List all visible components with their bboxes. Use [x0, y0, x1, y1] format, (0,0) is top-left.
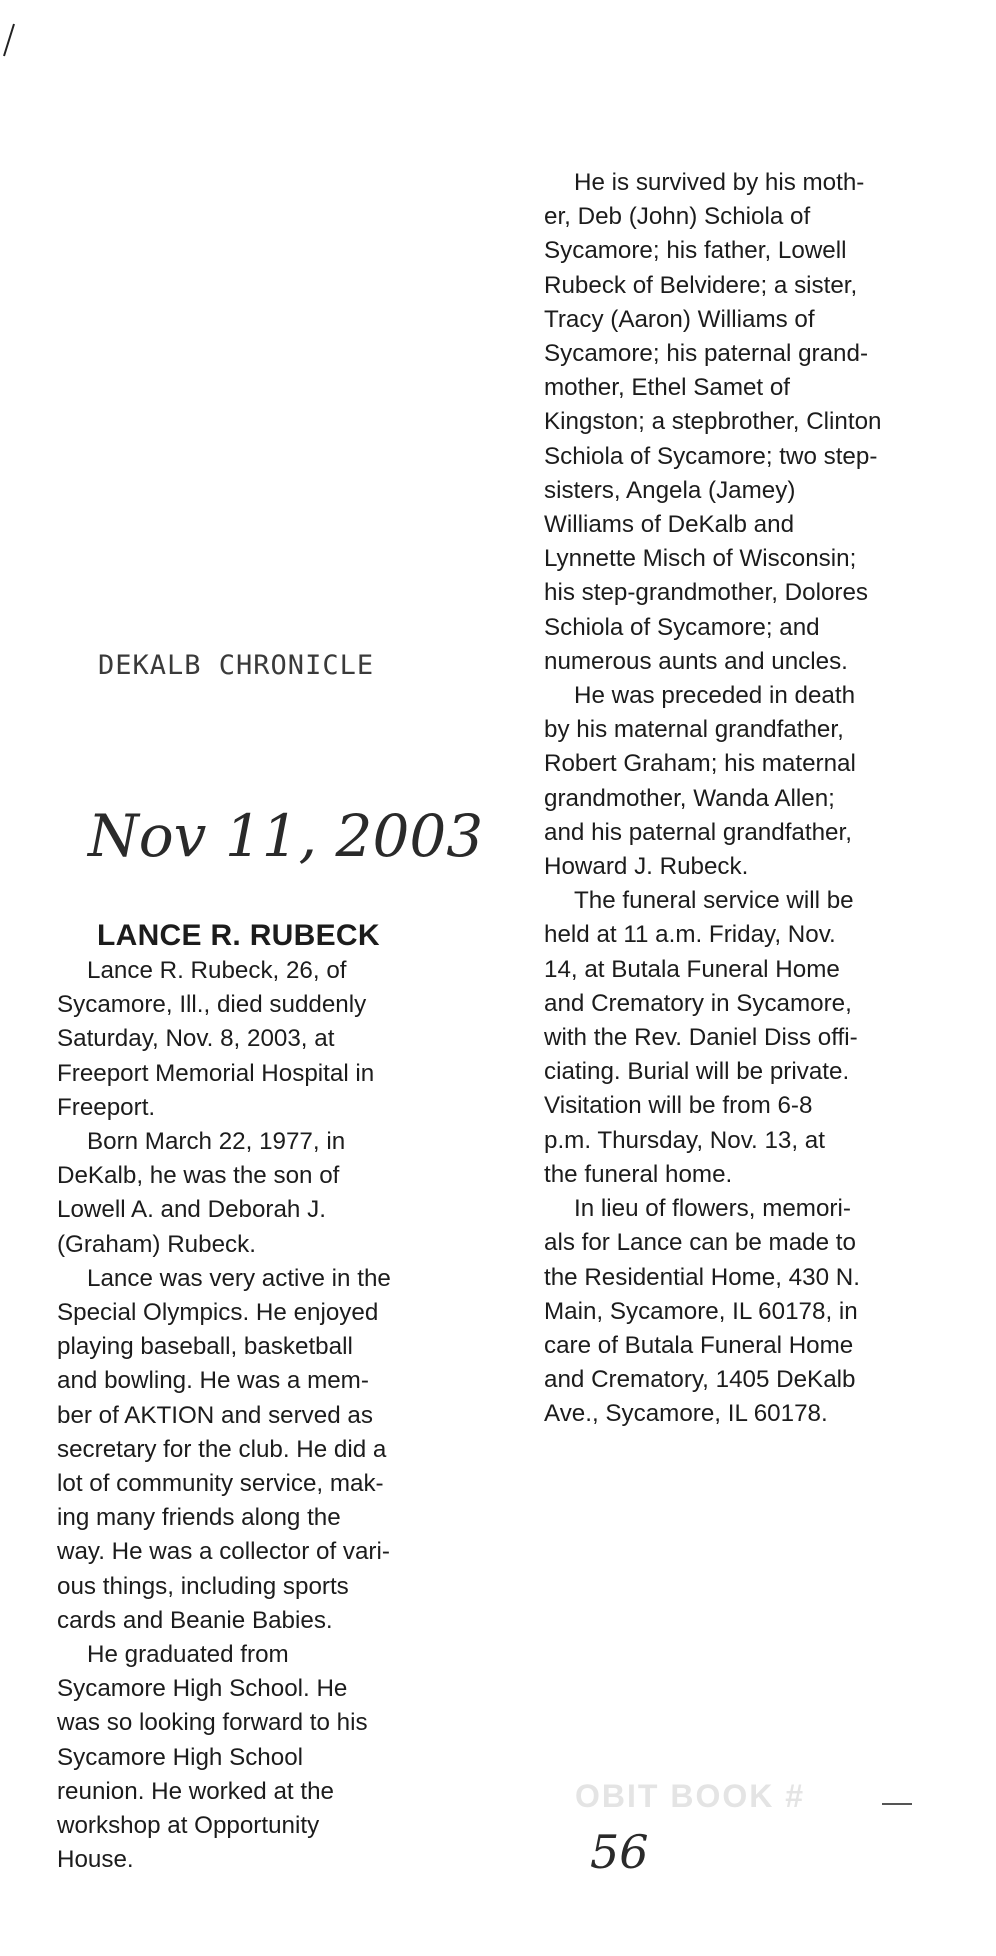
text-line: mother, Ethel Samet of — [544, 374, 791, 402]
text-line: House. — [57, 1846, 134, 1874]
text-line: (Graham) Rubeck. — [57, 1230, 256, 1258]
text-line: ing many friends along the — [57, 1504, 341, 1532]
text-line: Sycamore; his paternal grand- — [544, 340, 869, 368]
text-line: Sycamore; his father, Lowell — [544, 237, 847, 265]
text-line: Lance R. Rubeck, 26, of — [87, 957, 347, 984]
text-line: The funeral service will be — [574, 887, 854, 915]
text-line: the funeral home. — [544, 1160, 733, 1188]
text-line: Robert Graham; his maternal — [544, 750, 856, 778]
text-line: cards and Beanie Babies. — [57, 1606, 333, 1634]
text-line: Special Olympics. He enjoyed — [57, 1299, 379, 1327]
text-line: Lowell A. and Deborah J. — [57, 1196, 326, 1224]
text-line: Schiola of Sycamore; and — [544, 613, 820, 641]
text-line: by his maternal grandfather, — [544, 716, 844, 744]
text-line: Born March 22, 1977, in — [87, 1128, 346, 1156]
publication-stamp: DEKALB CHRONICLE — [98, 650, 375, 681]
text-line: Sycamore, Ill., died suddenly — [57, 991, 367, 1019]
text-line: with the Rev. Daniel Diss offi- — [544, 1024, 858, 1052]
text-line: Sycamore High School. He — [57, 1675, 348, 1703]
text-line: Howard J. Rubeck. — [544, 853, 749, 881]
text-line: In lieu of flowers, memori- — [574, 1195, 851, 1223]
text-line: was so looking forward to his — [57, 1709, 368, 1737]
text-line: He was preceded in death — [574, 682, 856, 710]
text-line: er, Deb (John) Schiola of — [544, 203, 811, 231]
text-line: He is survived by his moth- — [574, 169, 865, 196]
text-line: Tracy (Aaron) Williams of — [544, 305, 815, 333]
text-line: workshop at Opportunity — [57, 1812, 320, 1840]
stamp-dash — [882, 1803, 912, 1805]
text-line: ber of AKTION and served as — [57, 1401, 373, 1429]
text-line: Schiola of Sycamore; two step- — [544, 442, 878, 470]
text-line: Rubeck of Belvidere; a sister, — [544, 271, 858, 299]
text-line: Williams of DeKalb and — [544, 511, 795, 539]
text-line: reunion. He worked at the — [57, 1777, 334, 1805]
obituary-left-column — [57, 918, 457, 1877]
text-line: Sycamore High School — [57, 1743, 304, 1771]
text-line: He graduated from — [87, 1641, 289, 1669]
obituary-headline: LANCE R. RUBECK — [97, 919, 380, 952]
handwritten-date — [88, 790, 484, 880]
text-line: Ave., Sycamore, IL 60178. — [544, 1400, 828, 1428]
text-line: held at 11 a.m. Friday, Nov. — [544, 921, 836, 949]
text-line: care of Butala Funeral Home — [544, 1331, 854, 1359]
text-line: and Crematory in Sycamore, — [544, 989, 852, 1017]
text-line: DeKalb, he was the son of — [57, 1162, 340, 1190]
text-line: ciating. Burial will be private. — [544, 1058, 850, 1086]
text-line: Lance was very active in the — [87, 1264, 391, 1292]
text-line: als for Lance can be made to — [544, 1229, 856, 1257]
text-line: Freeport. — [57, 1093, 156, 1121]
text-line: the Residential Home, 430 N. — [544, 1263, 860, 1291]
text-line: Saturday, Nov. 8, 2003, at — [57, 1025, 335, 1053]
text-line: Lynnette Misch of Wisconsin; — [544, 545, 857, 573]
right-column-body — [544, 166, 944, 1432]
text-line: Kingston; a stepbrother, Clinton — [544, 408, 882, 436]
obit-book-number: 56 — [590, 1825, 649, 1879]
text-line: and Crematory, 1405 DeKalb — [544, 1366, 856, 1394]
text-line: grandmother, Wanda Allen; — [544, 784, 835, 812]
obituary-right-column — [544, 166, 944, 1432]
text-line: lot of community service, mak- — [57, 1470, 384, 1498]
text-line: and his paternal grandfather, — [544, 818, 852, 846]
text-line: 14, at Butala Funeral Home — [544, 955, 840, 983]
handwritten-date-text: Nov 11, 2003 — [88, 802, 484, 870]
text-line: numerous aunts and uncles. — [544, 647, 848, 675]
text-line: p.m. Thursday, Nov. 13, at — [544, 1126, 825, 1154]
text-line: playing baseball, basketball — [57, 1333, 353, 1361]
pen-mark-icon — [2, 22, 16, 58]
text-line: Visitation will be from 6-8 — [544, 1092, 813, 1120]
text-line: Main, Sycamore, IL 60178, in — [544, 1297, 858, 1325]
text-line: sisters, Angela (Jamey) — [544, 476, 796, 504]
left-column-body — [57, 954, 457, 1877]
text-line: ous things, including sports — [57, 1572, 349, 1600]
text-line: way. He was a collector of vari- — [57, 1538, 390, 1566]
obit-book-stamp: OBIT BOOK # — [575, 1778, 806, 1814]
text-line: and bowling. He was a mem- — [57, 1367, 369, 1395]
text-line: his step-grandmother, Dolores — [544, 579, 869, 607]
text-line: secretary for the club. He did a — [57, 1435, 387, 1463]
text-line: Freeport Memorial Hospital in — [57, 1059, 375, 1087]
